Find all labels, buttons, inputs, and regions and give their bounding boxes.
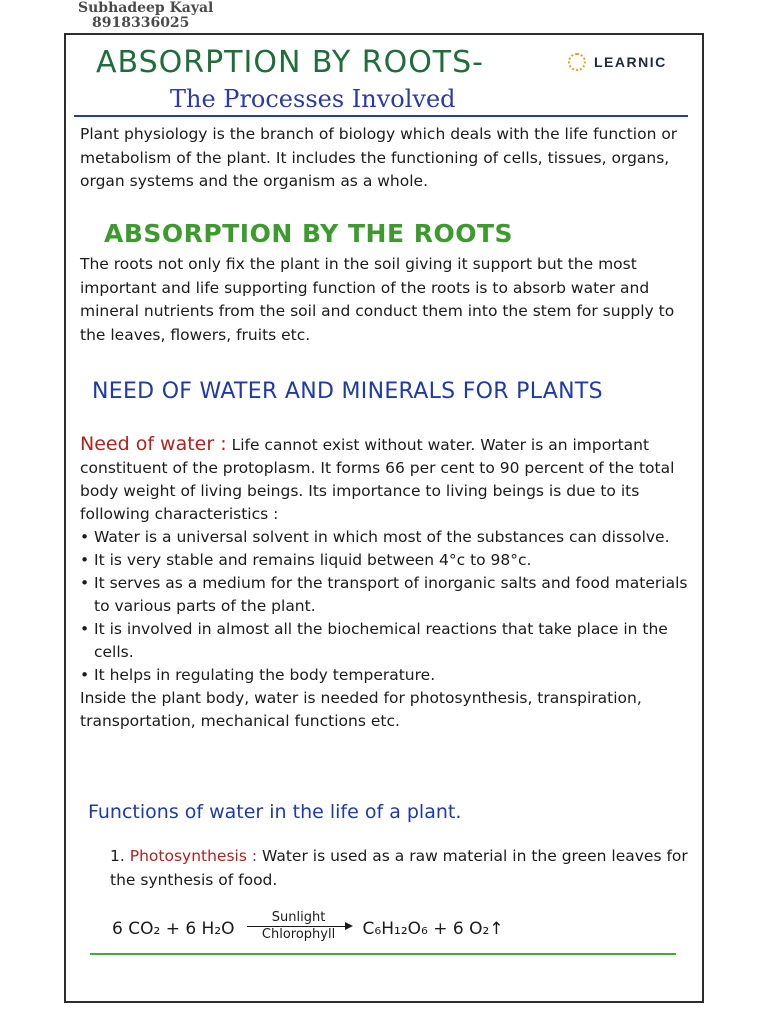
item-number: 1. — [110, 847, 125, 865]
intro-paragraph: Plant physiology is the branch of biology which deals with the life function or metabolism of the plant. It includes the functioning of cells, tissues, organs, organ systems and the organism as a whole. — [80, 125, 678, 190]
list-item: • Water is a universal solvent in which most of the substances can dissolve. — [80, 526, 702, 549]
condition-sunlight: Sunlight — [271, 910, 326, 925]
photosynthesis-equation — [112, 910, 504, 944]
notes-sheet — [64, 33, 704, 1003]
brand-name: LEARNIC — [594, 54, 667, 70]
photosynthesis-label: Photosynthesis : — [129, 847, 258, 865]
condition-chlorophyll: Chlorophyll — [261, 927, 336, 942]
equation-products: C₆H₁₂O₆ + 6 O₂↑ — [362, 918, 504, 939]
equation-reactants: 6 CO₂ + 6 H₂O — [112, 918, 235, 939]
brand-logo-icon — [568, 53, 586, 71]
bottom-divider — [90, 953, 676, 955]
right-arrow-icon — [247, 926, 351, 927]
list-item: • It is involved in almost all the biochemical reactions that take place in the cells. — [80, 618, 702, 664]
need-of-water-block — [80, 433, 702, 733]
absorption-heading: ABSORPTION BY THE ROOTS — [104, 219, 514, 248]
absorption-paragraph: The roots not only fix the plant in the soil giving it support but the most important and life supporting function of the roots is to absorb water and mineral nutrients from the soil and conduct them into the stem for supply to the leaves, flowers, fruits etc. — [80, 255, 675, 344]
need-heading: NEED OF WATER AND MINERALS FOR PLANTS — [92, 379, 603, 404]
water-summary: Inside the plant body, water is needed for photosynthesis, transpiration, transportation, mechanical functions etc. — [80, 689, 642, 730]
page-title: ABSORPTION BY ROOTS- — [96, 45, 484, 80]
list-item: • It serves as a medium for the transport of inorganic salts and food materials to various parts of the plant. — [80, 572, 702, 618]
need-of-water-label: Need of water : — [80, 433, 227, 455]
need-of-water-text: Life cannot exist without water. Water is an important constituent of the protoplasm. It forms 66 per cent to 90 percent of the total body weight of living beings. Its importance to living beings is due to its following characteristics : — [80, 436, 675, 523]
photosynthesis-text: Water is used as a raw material in the green leaves for the synthesis of food. — [110, 847, 688, 889]
page-subtitle: The Processes Involved — [170, 85, 456, 113]
watermark — [78, 1, 213, 31]
brand — [568, 53, 667, 71]
photosynthesis-item — [110, 845, 690, 892]
list-item: • It helps in regulating the body temperature. — [80, 664, 702, 687]
watermark-phone: 8918336025 — [92, 15, 190, 31]
reaction-arrow — [247, 911, 351, 942]
functions-heading: Functions of water in the life of a plant. — [88, 801, 462, 823]
title-underline — [74, 115, 688, 117]
water-characteristics-list — [80, 526, 702, 687]
watermark-name: Subhadeep Kayal — [78, 0, 214, 16]
list-item: • It is very stable and remains liquid between 4°c to 98°c. — [80, 549, 702, 572]
